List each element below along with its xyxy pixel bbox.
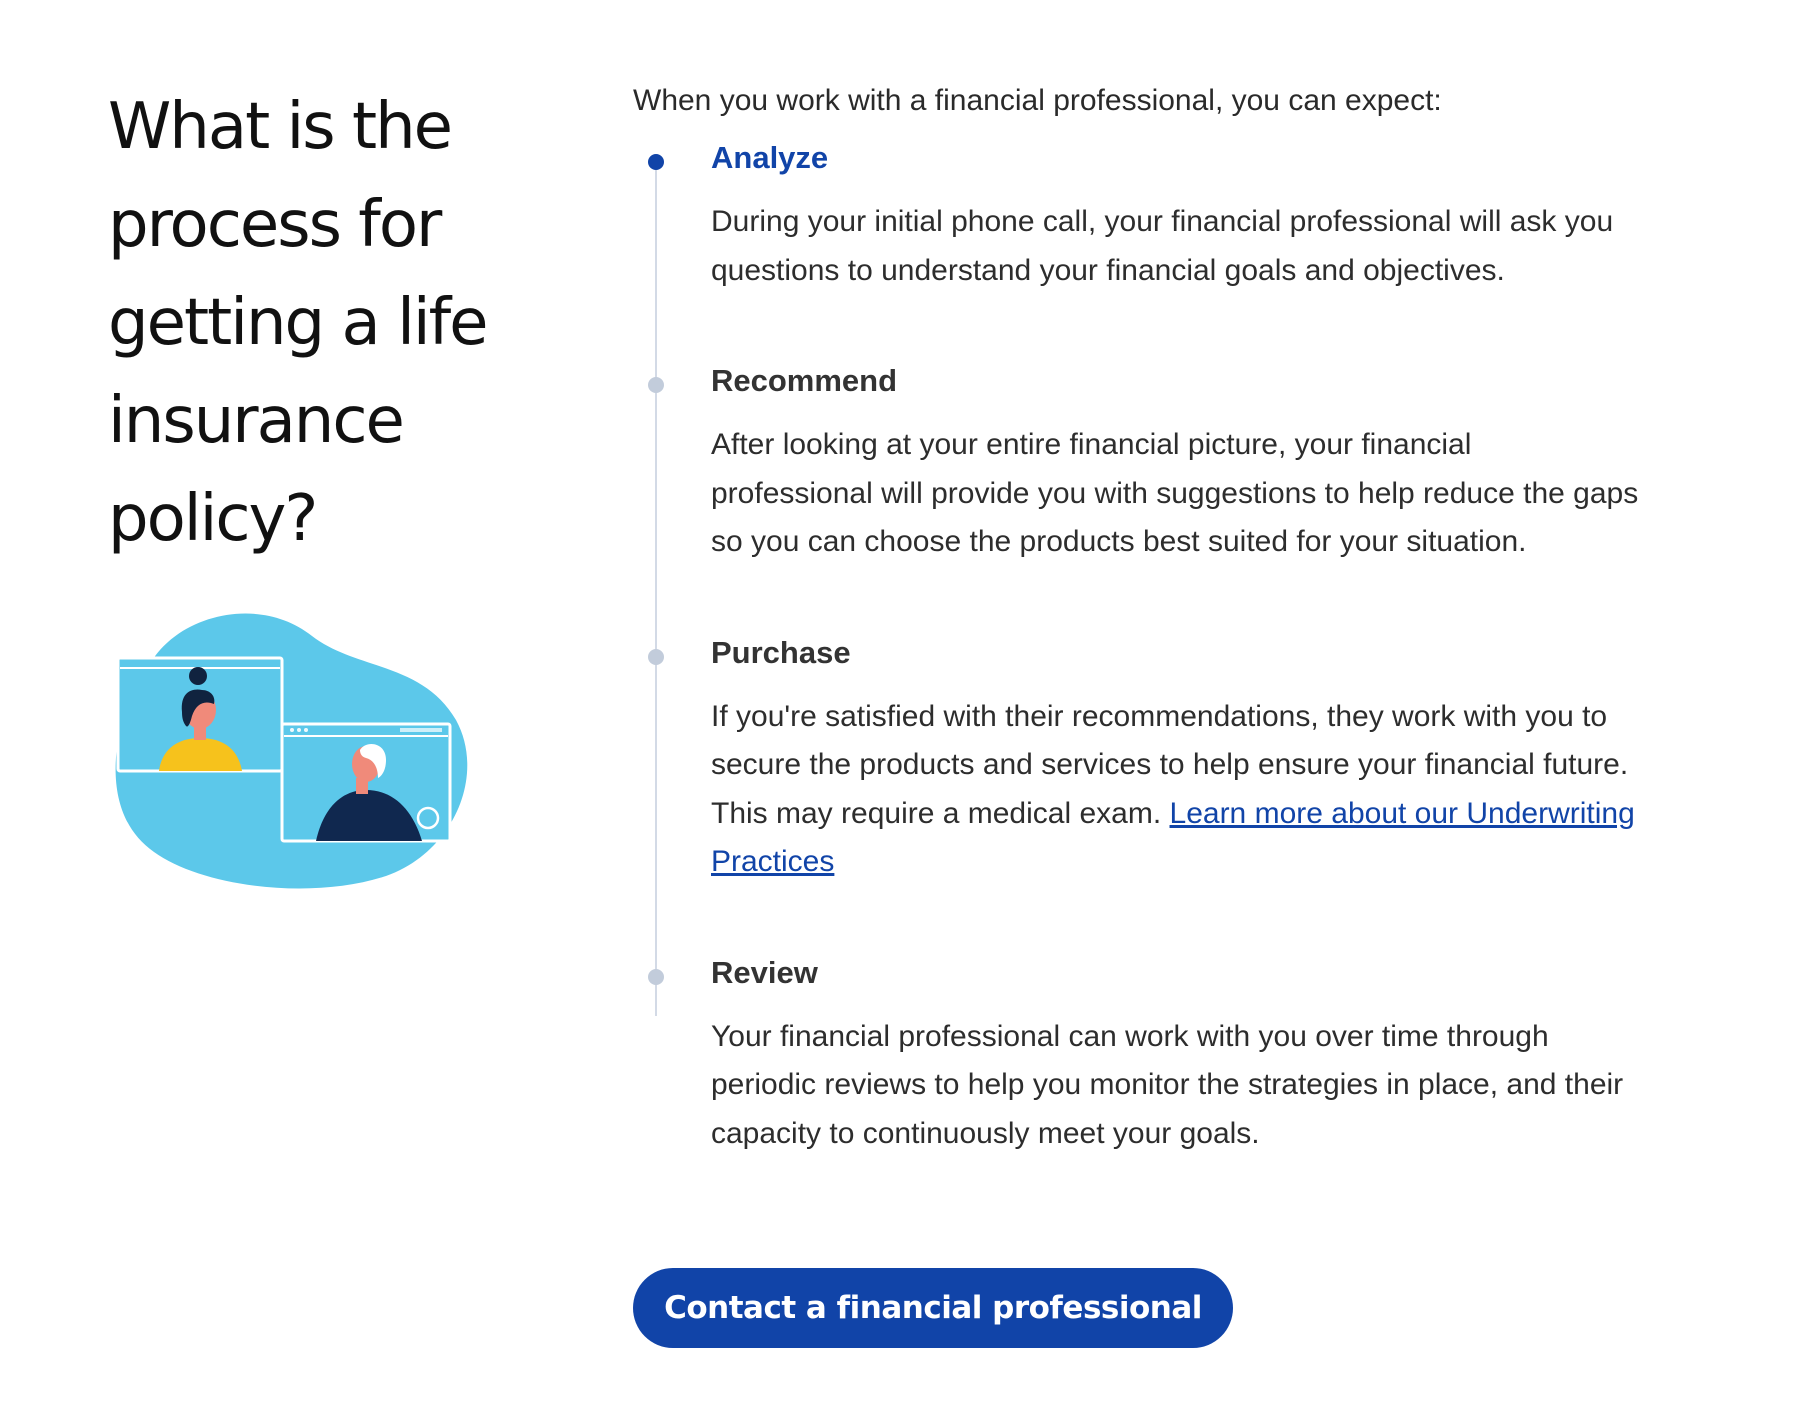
- video-call-illustration: [104, 600, 470, 892]
- contact-financial-professional-button[interactable]: Contact a financial professional: [633, 1268, 1233, 1348]
- left-column: [108, 78, 528, 568]
- step-description-text: If you're satisfied with their recommendations, they work with you to secure the products and services to help ensure your financial future. This may require a medical exam.: [711, 699, 1629, 830]
- right-column: [633, 78, 1693, 1158]
- step-description: [711, 693, 1641, 887]
- underwriting-practices-link[interactable]: Learn more about our Underwriting Practices: [711, 796, 1635, 878]
- step-title: Purchase: [711, 634, 851, 670]
- timeline-dot: [648, 649, 664, 665]
- step-analyze: [633, 136, 1693, 295]
- timeline-dot: [648, 377, 664, 393]
- title-line: What is the: [108, 90, 451, 164]
- step-review: [633, 951, 1693, 1159]
- step-title: Review: [711, 954, 818, 990]
- video-window-man: [282, 724, 450, 841]
- step-description: During your initial phone call, your financial professional will ask you questions to understand your financial goals and objectives.: [711, 205, 1614, 287]
- title-line: policy?: [108, 482, 317, 556]
- step-purchase: [633, 631, 1693, 887]
- step-recommend: [633, 359, 1693, 567]
- process-timeline: [633, 136, 1693, 1158]
- timeline-dot: [648, 969, 664, 985]
- timeline-dot-active: [648, 154, 664, 170]
- title-line: process for: [108, 188, 441, 262]
- step-title: Analyze: [711, 140, 829, 175]
- step-description: Your financial professional can work with you over time through periodic reviews to help you monitor the strategies in place, and their capacity to continuously meet your goals.: [711, 1019, 1624, 1150]
- step-description: After looking at your entire financial picture, your financial professional will provide you with suggestions to help reduce the gaps so you can choose the products best suited for your situation.: [711, 428, 1639, 558]
- title-line: getting a life: [108, 286, 487, 360]
- intro-text: When you work with a financial professional, you can expect:: [633, 84, 1442, 117]
- step-title: Recommend: [711, 363, 898, 398]
- page-title: [108, 78, 528, 568]
- title-line: insurance: [108, 384, 403, 458]
- video-window-woman: [118, 658, 282, 771]
